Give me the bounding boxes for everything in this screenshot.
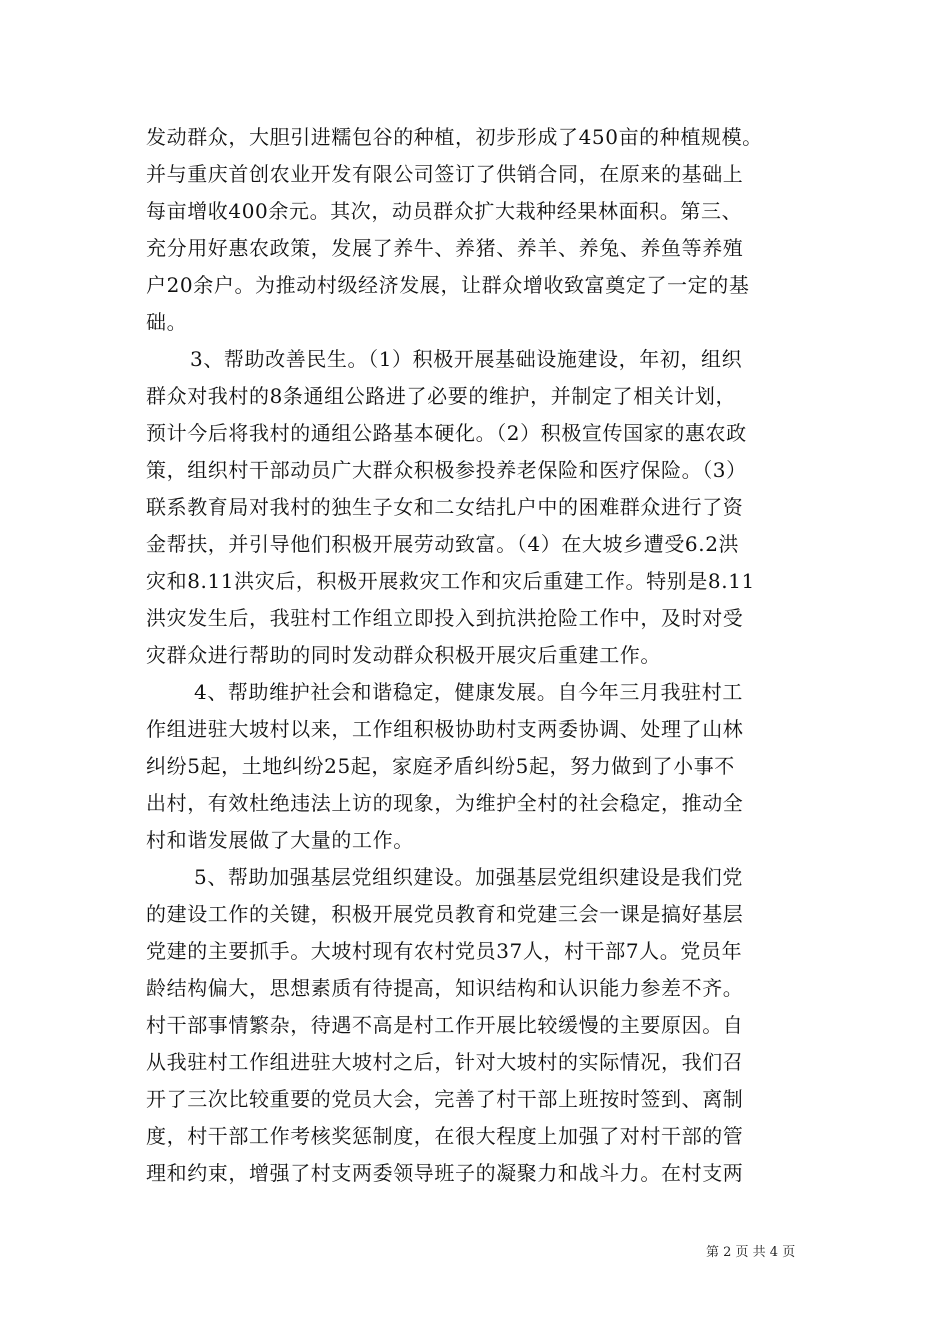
text-line: 度，村干部工作考核奖惩制度，在很大程度上加强了对村干部的管 <box>146 1124 744 1148</box>
text-line: 龄结构偏大，思想素质有待提高，知识结构和认识能力参差不齐。 <box>146 976 744 1000</box>
text-line: 础。 <box>146 310 188 334</box>
text-line: 从我驻村工作组进驻大坡村之后，针对大坡村的实际情况，我们召 <box>146 1050 744 1074</box>
text-line: 5、帮助加强基层党组织建设。加强基层党组织建设是我们党 <box>194 865 743 889</box>
text-line: 金帮扶，并引导他们积极开展劳动致富。（4）在大坡乡遭受6.2洪 <box>146 532 740 556</box>
text-line: 发动群众，大胆引进糯包谷的种植，初步形成了450亩的种植规模。 <box>146 125 763 149</box>
text-line: 联系教育局对我村的独生子女和二女结扎户中的困难群众进行了资 <box>146 495 744 519</box>
text-line: 群众对我村的8条通组公路进了必要的维护，并制定了相关计划， <box>146 384 737 408</box>
text-line: 纠纷5起，土地纠纷25起，家庭矛盾纠纷5起，努力做到了小事不 <box>146 754 735 778</box>
text-line: 充分用好惠农政策，发展了养牛、养猪、养羊、养兔、养鱼等养殖 <box>146 236 744 260</box>
text-line: 的建设工作的关键，积极开展党员教育和党建三会一课是搞好基层 <box>146 902 744 926</box>
text-line: 并与重庆首创农业开发有限公司签订了供销合同，在原来的基础上 <box>146 162 744 186</box>
text-line: 开了三次比较重要的党员大会，完善了村干部上班按时签到、离制 <box>146 1087 744 1111</box>
text-line: 每亩增收400余元。其次，动员群众扩大栽种经果林面积。第三、 <box>146 199 743 223</box>
text-line: 村干部事情繁杂，待遇不高是村工作开展比较缓慢的主要原因。自 <box>146 1013 744 1037</box>
text-line: 预计今后将我村的通组公路基本硬化。（2）积极宣传国家的惠农政 <box>146 421 747 445</box>
text-line: 洪灾发生后，我驻村工作组立即投入到抗洪抢险工作中，及时对受 <box>146 606 744 630</box>
text-line: 4、帮助维护社会和谐稳定，健康发展。自今年三月我驻村工 <box>194 680 743 704</box>
text-line: 3、帮助改善民生。（1）积极开展基础设施建设，年初，组织 <box>190 347 743 371</box>
text-line: 灾群众进行帮助的同时发动群众积极开展灾后重建工作。 <box>146 643 661 667</box>
text-line: 灾和8.11洪灾后，积极开展救灾工作和灾后重建工作。特别是8.11 <box>146 569 755 593</box>
text-line: 作组进驻大坡村以来，工作组积极协助村支两委协调、处理了山林 <box>146 717 744 741</box>
text-line: 户20余户。为推动村级经济发展，让群众增收致富奠定了一定的基 <box>146 273 750 297</box>
page-number: 第 2 页 共 4 页 <box>706 1245 796 1260</box>
text-line: 出村，有效杜绝违法上访的现象，为维护全村的社会稳定，推动全 <box>146 791 744 815</box>
text-line: 理和约束，增强了村支两委领导班子的凝聚力和战斗力。在村支两 <box>146 1161 744 1185</box>
text-line: 党建的主要抓手。大坡村现有农村党员37人，村干部7人。党员年 <box>146 939 743 963</box>
text-line: 村和谐发展做了大量的工作。 <box>146 828 414 852</box>
text-line: 策，组织村干部动员广大群众积极参投养老保险和医疗保险。（3） <box>146 458 747 482</box>
